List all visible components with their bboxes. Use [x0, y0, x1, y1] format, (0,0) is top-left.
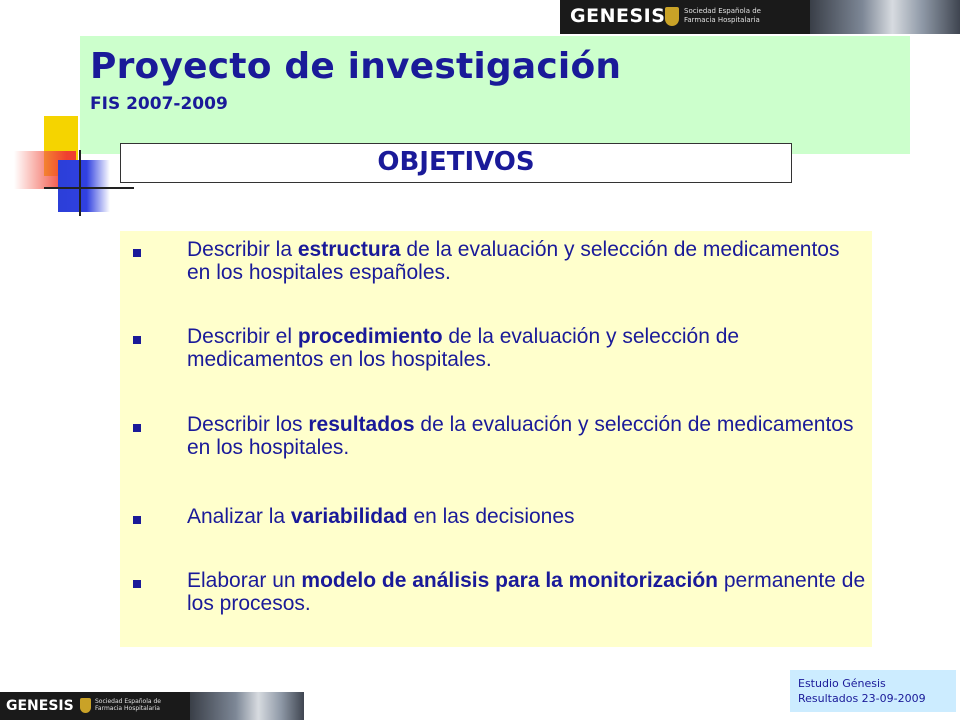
society-crest-icon	[80, 698, 91, 713]
society-line-1: Sociedad Española de	[684, 7, 761, 15]
decorative-blue-square	[58, 160, 110, 212]
decorative-horizontal-line	[44, 187, 134, 189]
footer-society-name	[95, 698, 161, 712]
top-banner	[560, 0, 960, 34]
objective-text: Analizar la variabilidad en las decisiones	[187, 505, 575, 528]
society-crest-icon	[665, 7, 679, 26]
footer-society-line-2: Farmacia Hospitalaria	[95, 705, 160, 712]
banner-photo	[810, 0, 960, 34]
study-note	[790, 670, 956, 712]
bottom-banner	[0, 692, 304, 720]
footer-society-line-1: Sociedad Española de	[95, 698, 161, 705]
slide-title: Proyecto de investigación	[90, 46, 622, 87]
bullet-square-icon	[133, 336, 141, 344]
study-note-line-1: Estudio Génesis	[798, 677, 886, 690]
bullet-square-icon	[133, 424, 141, 432]
bullet-square-icon	[133, 580, 141, 588]
objective-text: Describir el procedimiento de la evaluación y selección de medicamentos en los hospitales.	[187, 325, 740, 371]
society-line-2: Farmacia Hospitalaria	[684, 16, 760, 24]
section-label: OBJETIVOS	[377, 147, 535, 177]
society-name	[684, 7, 761, 25]
footer-banner-photo	[190, 692, 304, 720]
objectives-box	[120, 231, 872, 647]
bullet-square-icon	[133, 516, 141, 524]
objective-text: Elaborar un modelo de análisis para la monitorización permanente de los procesos.	[187, 569, 866, 615]
brand-logo: GENESIS	[570, 5, 666, 27]
bullet-square-icon	[133, 249, 141, 257]
footer-brand-logo: GENESIS	[6, 698, 74, 714]
slide-subtitle: FIS 2007-2009	[90, 94, 228, 114]
objective-text: Describir los resultados de la evaluación y selección de medicamentos en los hospitales.	[187, 413, 854, 459]
section-label-box	[120, 143, 792, 183]
decorative-vertical-line	[79, 150, 81, 216]
objective-text: Describir la estructura de la evaluación y selección de medicamentos en los hospitales españoles.	[187, 238, 840, 284]
title-box	[80, 36, 910, 154]
study-note-line-2: Resultados 23-09-2009	[798, 692, 926, 705]
